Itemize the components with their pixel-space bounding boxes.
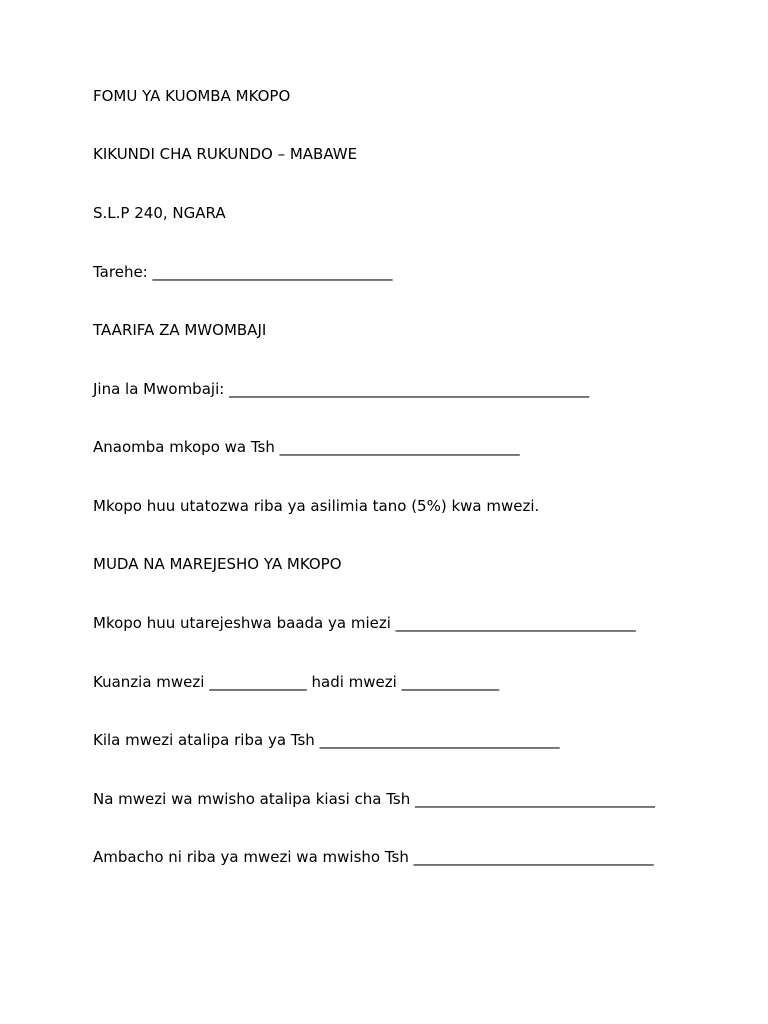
repayment-months-label: Mkopo huu utarejeshwa baada ya miezi — [93, 614, 391, 632]
end-month-field[interactable]: _____________ — [401, 673, 500, 691]
start-month-field[interactable]: _____________ — [209, 673, 307, 691]
loan-amount-label: Anaomba mkopo wa Tsh — [93, 438, 275, 456]
final-interest-field[interactable]: ________________________________ — [413, 848, 654, 866]
end-month-label: hadi mwezi — [311, 673, 397, 691]
repayment-months-line — [93, 614, 636, 632]
final-payment-label: Na mwezi wa mwisho atalipa kiasi cha Tsh — [93, 790, 411, 808]
date-line — [93, 263, 393, 281]
postal-address: S.L.P 240, NGARA — [93, 204, 226, 222]
group-name: KIKUNDI CHA RUKUNDO – MABAWE — [93, 145, 358, 163]
form-title: FOMU YA KUOMBA MKOPO — [93, 87, 291, 105]
date-label: Tarehe: — [93, 263, 148, 281]
monthly-interest-label: Kila mwezi atalipa riba ya Tsh — [93, 731, 315, 749]
final-payment-field[interactable]: ________________________________ — [415, 790, 656, 808]
repayment-section-heading: MUDA NA MAREJESHO YA MKOPO — [93, 555, 342, 573]
applicant-name-line — [93, 380, 589, 398]
monthly-interest-line — [93, 731, 560, 749]
repayment-period-line — [93, 673, 499, 691]
date-field[interactable]: ________________________________ — [152, 263, 393, 281]
start-month-label: Kuanzia mwezi — [93, 673, 205, 691]
repayment-months-field[interactable]: ________________________________ — [395, 614, 636, 632]
applicant-name-label: Jina la Mwombaji: — [93, 380, 225, 398]
final-interest-line — [93, 848, 654, 866]
interest-rate-note: Mkopo huu utatozwa riba ya asilimia tano (5%) kwa mwezi. — [93, 497, 540, 515]
applicant-section-heading: TAARIFA ZA MWOMBAJI — [93, 321, 267, 339]
loan-amount-line — [93, 438, 520, 456]
final-interest-label: Ambacho ni riba ya mwezi wa mwisho Tsh — [93, 848, 409, 866]
monthly-interest-field[interactable]: ________________________________ — [319, 731, 560, 749]
loan-amount-field[interactable]: ________________________________ — [279, 438, 520, 456]
final-payment-line — [93, 790, 655, 808]
applicant-name-field[interactable]: ________________________________________________ — [229, 380, 590, 398]
